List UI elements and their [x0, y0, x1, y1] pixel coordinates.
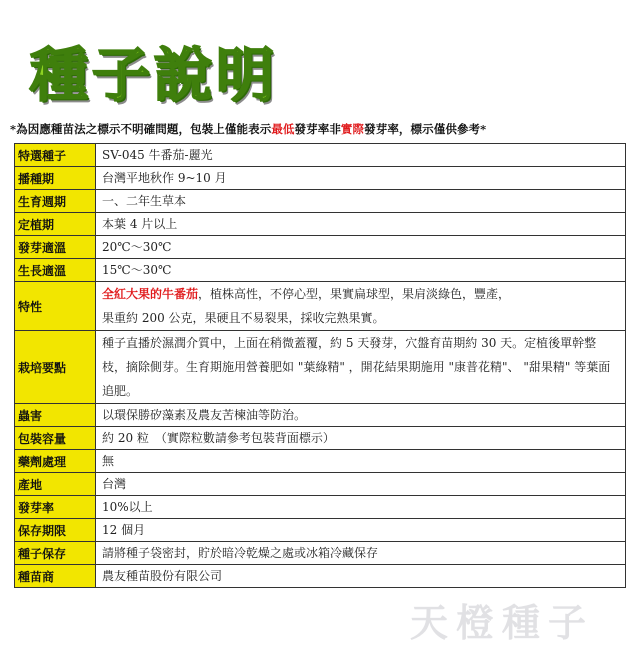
- value-traits: [96, 282, 626, 331]
- disclaimer-part1: *為因應種苗法之標示不明確問題，包裝上僅能表示: [10, 122, 272, 136]
- traits-text-1: ，植株高性，不停心型，果實扁球型，果肩淡綠色，豐產，: [198, 287, 511, 301]
- row-shelf-life: [15, 519, 626, 542]
- disclaimer-highlight-actual: 實際: [340, 122, 365, 136]
- label-traits: 特性: [15, 282, 96, 331]
- traits-highlight: 全紅大果的牛番茄: [102, 287, 199, 301]
- label-origin: 產地: [15, 473, 96, 496]
- row-pests: [15, 404, 626, 427]
- label-storage: 種子保存: [15, 542, 96, 565]
- value-transplant: 本葉 4 片以上: [96, 213, 626, 236]
- label-quantity: 包裝容量: [15, 427, 96, 450]
- label-pests: 蟲害: [15, 404, 96, 427]
- value-germ-temp: 20℃～30℃: [96, 236, 626, 259]
- label-cycle: 生育週期: [15, 190, 96, 213]
- label-cultivation: 栽培要點: [15, 331, 96, 404]
- row-variety: [15, 144, 626, 167]
- row-storage: [15, 542, 626, 565]
- value-pests: 以環保勝矽藻素及農友苦楝油等防治。: [96, 404, 626, 427]
- value-cycle: 一、二年生草本: [96, 190, 626, 213]
- row-treatment: [15, 450, 626, 473]
- value-sowing: 台灣平地秋作 9~10 月: [96, 167, 626, 190]
- seed-spec-table: [14, 143, 626, 588]
- value-germ-rate: 10%以上: [96, 496, 626, 519]
- label-sowing: 播種期: [15, 167, 96, 190]
- disclaimer-highlight-min: 最低: [271, 122, 295, 136]
- row-sowing: [15, 167, 626, 190]
- row-grow-temp: [15, 259, 626, 282]
- row-cultivation: [15, 331, 626, 404]
- watermark: 天橙種子: [410, 601, 595, 645]
- page-title: 種子說明: [30, 41, 279, 109]
- row-cycle: [15, 190, 626, 213]
- label-supplier: 種苗商: [15, 565, 96, 588]
- row-supplier: [15, 565, 626, 588]
- value-supplier: 農友種苗股份有限公司: [96, 565, 626, 588]
- value-cultivation: [96, 331, 626, 404]
- label-grow-temp: 生長適溫: [15, 259, 96, 282]
- row-traits: [15, 282, 626, 331]
- row-germ-temp: [15, 236, 626, 259]
- label-variety: 特選種子: [15, 144, 96, 167]
- row-germ-rate: [15, 496, 626, 519]
- value-shelf-life: 12 個月: [96, 519, 626, 542]
- traits-text-2: 果重約 200 公克，果硬且不易裂果，採收完熟果實。: [102, 311, 385, 325]
- disclaimer-note: [10, 121, 632, 137]
- row-quantity: [15, 427, 626, 450]
- disclaimer-part2: 發芽率非: [294, 122, 341, 136]
- cultivation-text: 種子直播於濕潤介質中，上面在稍微蓋覆，約 5 天發芽，穴盤育苗期約 30 天。定植後單幹整枝，摘除側芽。生育期施用營養肥如 "葉綠精" ，開花結果期施用 "康普花精"、 "甜果精" 等葉面追肥。: [102, 336, 611, 398]
- value-treatment: 無: [96, 450, 626, 473]
- label-germ-rate: 發芽率: [15, 496, 96, 519]
- label-germ-temp: 發芽適溫: [15, 236, 96, 259]
- disclaimer-part3: 發芽率，標示僅供參考*: [364, 122, 487, 136]
- label-transplant: 定植期: [15, 213, 96, 236]
- value-grow-temp: 15℃～30℃: [96, 259, 626, 282]
- value-storage: 請將種子袋密封，貯於暗冷乾燥之處或冰箱冷藏保存: [96, 542, 626, 565]
- label-shelf-life: 保存期限: [15, 519, 96, 542]
- value-variety: SV-045 牛番茄-麗光: [96, 144, 626, 167]
- row-origin: [15, 473, 626, 496]
- label-treatment: 藥劑處理: [15, 450, 96, 473]
- value-quantity: 約 20 粒 （實際粒數請參考包裝背面標示）: [96, 427, 626, 450]
- traits-text: [102, 282, 619, 330]
- value-origin: 台灣: [96, 473, 626, 496]
- row-transplant: [15, 213, 626, 236]
